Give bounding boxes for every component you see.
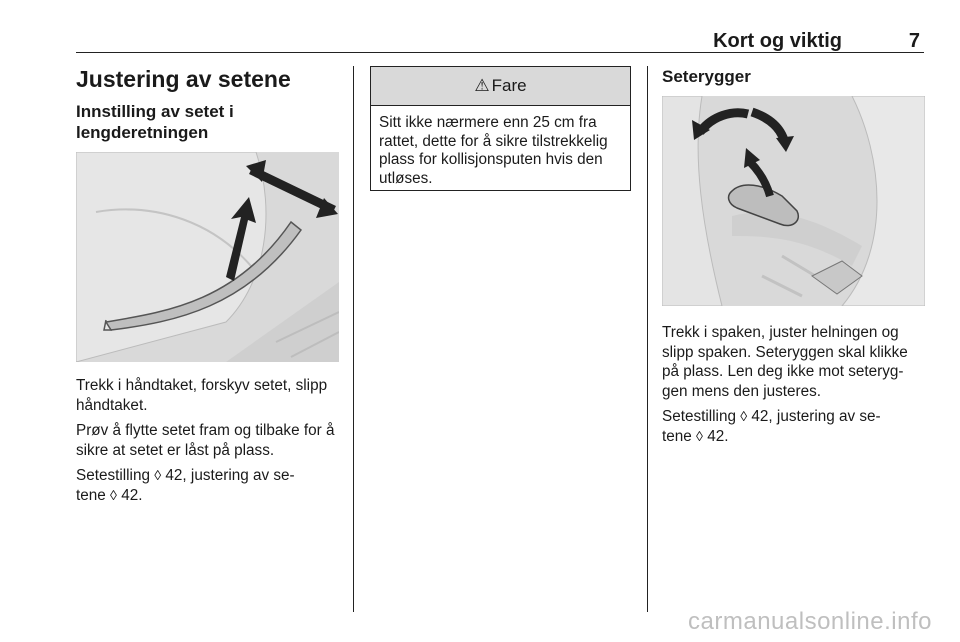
right-column	[662, 66, 927, 87]
ref-page: 42.	[707, 427, 729, 445]
right-body	[662, 323, 928, 446]
subsection-heading: Innstilling av setet i lengderetningen	[76, 102, 234, 142]
page-ref-icon: ◊	[696, 427, 703, 444]
page-ref-icon: ◊	[740, 408, 748, 424]
subsection-heading: Seterygger	[662, 67, 751, 86]
section-heading: Justering av setene	[76, 66, 291, 92]
ref-text: tene	[76, 486, 106, 504]
column-divider-right	[647, 66, 648, 612]
cross-reference	[662, 407, 928, 446]
ref-label: Setestilling	[662, 408, 736, 425]
ref-page: 42.	[121, 486, 143, 504]
page-ref-icon: ◊	[154, 467, 162, 483]
warning-triangle-icon: ⚠	[474, 76, 490, 95]
paragraph: Trekk i spaken, juster helningen og slipp spaken. Seteryggen skal klikke på plass. Len deg ikke mot seteryg-gen mens den justeres.	[662, 324, 908, 400]
paragraph: Trekk i håndtaket, forskyv setet, slipp håndtaket.	[76, 377, 328, 414]
seat-slide-illustration	[76, 152, 339, 362]
left-body	[76, 376, 342, 505]
backrest-recline-illustration	[662, 96, 925, 306]
left-column	[76, 66, 346, 143]
ref-text: tene	[662, 427, 692, 445]
ref-label: Setestilling	[76, 467, 150, 484]
watermark: carmanualsonline.info	[688, 608, 932, 635]
ref-text: 42, justering av se-	[165, 467, 295, 484]
danger-warning-box	[370, 66, 631, 191]
header-section-title: Kort og viktig	[713, 30, 842, 52]
header-rule	[76, 52, 924, 53]
warning-text: Sitt ikke nærmere enn 25 cm fra rattet, dette for å sikre tilstrekkelig plass for kollisjonsputen hvis den utløses.	[379, 114, 608, 187]
ref-text: 42, justering av se-	[751, 408, 881, 425]
warning-title: Fare	[491, 76, 527, 95]
paragraph: Prøv å flytte setet fram og tilbake for å sikre at setet er låst på plass.	[76, 422, 335, 459]
warning-header	[371, 67, 630, 106]
header-page-number: 7	[908, 30, 920, 52]
cross-reference	[76, 466, 342, 505]
column-divider-left	[353, 66, 354, 612]
page-ref-icon: ◊	[110, 486, 117, 503]
